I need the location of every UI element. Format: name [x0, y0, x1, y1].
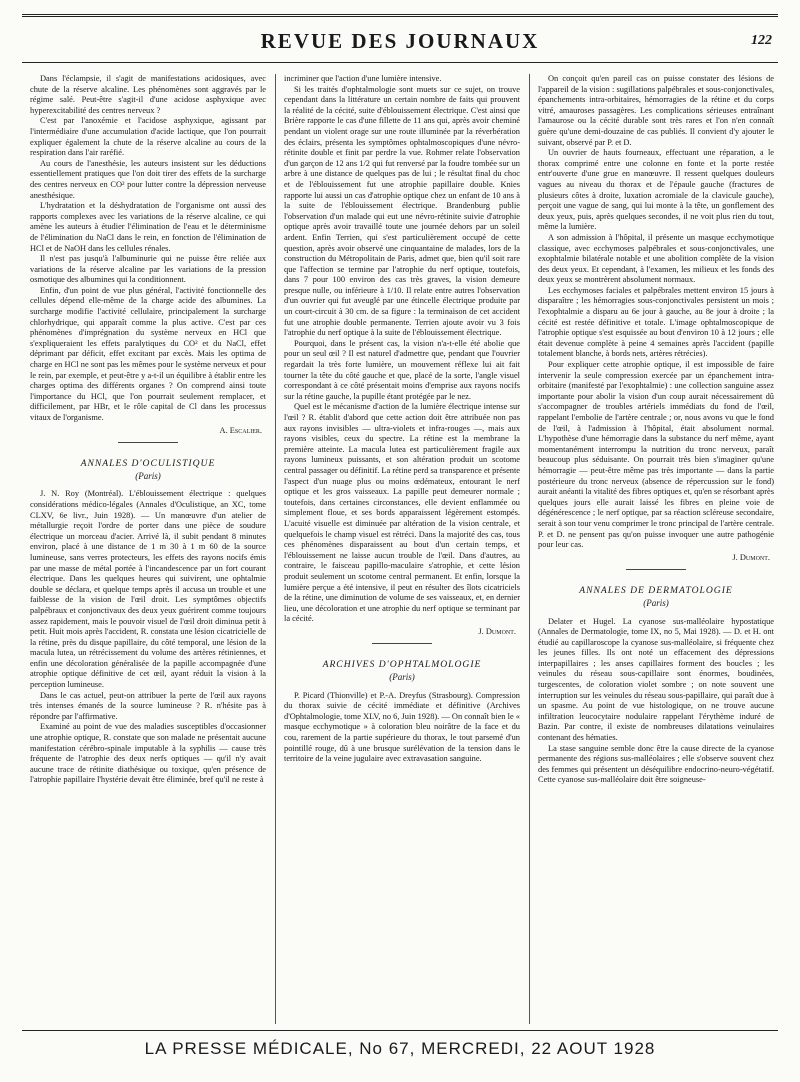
section-title: ARCHIVES D'OPHTALMOLOGIE: [322, 659, 482, 671]
paragraph: Si les traités d'ophtalmologie sont muets sur ce sujet, on trouve cependant dans la littérature un certain nombre de faits qui prouvent la réalité de la cécité, suite d'éblouissement électrique. C'est ainsi que Brière rapporte le cas d'une fillette de 11 ans qui, après avoir cheminé pendant un violent orage sur une route illuminée par la réverbération des éclairs, présenta les symptômes ophtalmoscopiques d'une névro-rétinite double et finit par perdre la vue. Rohmer relate l'observation d'un garçon de 12 ans 1/2 qui fut renversé par la foudre tombée sur un arbre à une distance de quelques pas de lui ; le résultat final du choc et de l'éblouissement fut une atrophie papillaire double. Knies rapporte lui aussi un cas d'atrophie optique chez un enfant de 10 ans à la suite de l'éblouissement électrique. Brandenburg publie l'observation d'un malade qui eut une névro-rétinite suivie d'atrophie optique après avoir travaillé toute une journée dehors par un soleil ardent. Enfin Terrien, qui s'est particulièrement occupé de cette question, après avoir observé une cinquantaine de malades, lors de la construction du Métropolitain de Paris, admet que, bien qu'il soit rare que l'affection se termine par l'atrophie du nerf optique, toutefois, dans 7 pour 100 environ des cas très graves, la vision demeure presque nulle, ou inférieure à 1/10. Il relate entre autres l'observation d'un ouvrier qui fut aveuglé par une étincelle électrique produite par un court-circuit à 30 cm. de sa figure : la terminaison de cet accident fut une atrophie double permanente. Terrien ajoute avoir vu 3 fois l'atrophie du nerf optique à la suite de l'éblouissement électrique.: [284, 84, 520, 338]
header-rule: [22, 62, 778, 63]
paragraph: Au cours de l'anesthésie, les auteurs insistent sur les déductions essentiellement pratiques que l'on doit tirer des effets de la surcharge des centres nerveux en CO² pour lutter contre la dépression nerveuse anesthésique.: [30, 158, 266, 200]
col1-paragraphs: [30, 74, 266, 424]
paragraph: A son admission à l'hôpital, il présente un masque ecchymotique classique, avec ecchymoses palpébrales et sous-conjonctivales, une exophtalmie bilatérale notable et une abolition complète de la vision des deux yeux. Et cependant, à l'examen, les milieux et les fonds des deux yeux se montrèrent absolument normaux.: [538, 232, 774, 285]
column-3: [538, 74, 774, 1024]
paragraph: Pour expliquer cette atrophie optique, il est impossible de faire intervenir la seule compression exercée par un épanchement intra-orbitaire (manifesté par l'exophtalmie) : une collection sanguine assez importante pour abolir la vision d'un coup aurait nécessairement dû s'accompagner de troubles artériels immédiats du fond de l'œil, rappelant l'embolie de l'artère centrale ; or, nous avons vu que le fond de l'œil, à l'admission à l'hôpital, était absolument normal. L'hypothèse d'une hémorragie dans la substance du nerf même, ayant momentanément interrompu la nutrition du tronc nerveux, paraît beaucoup plus séduisante. On pourrait très bien s'imaginer qu'une hémorragie — peut-être même pas très importante — dans la partie postérieure du tronc nerveux (absence de répercussion sur le fond) aurait anéanti la vitalité des fibres optiques et, qu'en se résorbant après quelques jours elle aurait laissé les fibres en pleine voie de dégénérescence ; le nerf optique, par sa réaction scléreuse secondaire, serait à son tour venu comprimer le tronc principal de l'artère centrale. P. et D. ne pensent pas qu'on puisse invoquer une autre pathogénie pour leur cas.: [538, 360, 774, 550]
paragraph: Examiné au point de vue des maladies susceptibles d'occasionner une atrophie optique, R. constate que son malade ne présentait aucune manifestation cérébro-spinale imputable à la syphilis — cause très fréquente de l'atrophie des deux nerfs optiques — qu'il n'y avait aucune trace de rétinite diathésique ou toxique, qu'en présence de l'atrophie papillaire l'hystérie devait être éliminée, bref qu'il ne reste à: [30, 722, 266, 785]
paragraph: J. N. Roy (Montréal). L'éblouissement électrique : quelques considérations médico-légales (Annales d'Oculistique, an XC, tome CLXV, 6e livr., Juin 1928). — Un manœuvre d'un atelier de métallurgie reçoit l'ordre de porter dans une pièce de soudure électrique un morceau d'acier. Arrivé là, il subit pendant 8 minutes environ, placé à une distance de 1 m 30 à 1 m 60 de la source lumineuse, sans verres protecteurs, les effets des rayons nocifs émis par une masse de métal portée à l'incandescence par un fort courant électrique. Dans les quelques heures qui suivirent, une ophtalmie double se déclara, et quelque temps après il accusa un trouble et une faiblesse de la vision de l'œil droit. Les symptômes objectifs palpébraux et conjonctivaux des deux yeux guérirent comme toujours assez rapidement, mais le pouvoir visuel de l'œil droit diminua petit à petit. Huit mois après l'accident, R. constata une lésion cicatricielle de la rétine, près du disque papillaire, du côté temporal, une lésion de la macula lutea, un rétrécissement du volume des artères rétiniennes, et enfin une décoloration généralisée de la papille accompagnée d'une atrophie optique définitive de cet œil, ayant réduit la vision à la perception lumineuse.: [30, 489, 266, 690]
page-footer: [22, 1030, 778, 1071]
separator: [118, 442, 178, 443]
paragraph: Delater et Hugel. La cyanose sus-malléolaire hypostatique (Annales de Dermatologie, tome IX, no 5, Mai 1928). — D. et H. ont étudié au capillaroscope la cyanose sus-malléolaire, si fréquente chez les jeunes filles. Ils ont noté un effacement des dépressions interpapillaires ; les anses capillaires forment des boucles ; les veinules du réseau sous-capillaire sont énormes, boudinées, turgescentes, de coloration violet sombre ; on note souvent une interruption sur les veinules du réseau sous-papillaire, qui paraît due à un spasme. Au point de vue histologique, on ne trouve aucune infiltration leucocytaire nodulaire rappelant l'érythème induré de Bazin. Par contre, il existe de nombreuses dilatations veinulaires contenant des hématies.: [538, 616, 774, 743]
paragraph: Il n'est pas jusqu'à l'albuminurie qui ne puisse être reliée aux variations de la réserve alcaline par les variations de la pression osmotique des albumines qui la conditionnent.: [30, 254, 266, 285]
section-city: (Paris): [135, 470, 161, 481]
signature: A. Escalier.: [219, 425, 262, 435]
section-city: (Paris): [389, 672, 415, 683]
column-divider: [275, 74, 276, 1024]
section-title: ANNALES DE DERMATOLOGIE: [579, 585, 733, 597]
column-divider: [529, 74, 530, 1024]
separator: [626, 569, 686, 570]
paragraph: P. Picard (Thionville) et P.-A. Dreyfus (Strasbourg). Compression du thorax suivie de cécité immédiate et définitive (Archives d'Ophtalmologie, tome XLV, no 6, Juin 1928). — On connaît bien le « masque ecchymotique » à coloration bleu noirâtre de la face et du cou, rarement de la partie supérieure du thorax, le tout parsemé d'un pointillé rouge, dû à une brusque surélévation de la tension dans le territoire de la veine jugulaire avec extravasation sanguine.: [284, 690, 520, 764]
paragraph: incriminer que l'action d'une lumière intensive.: [284, 74, 442, 83]
col2-paragraphs: [284, 74, 520, 625]
col1b-paragraphs: [30, 489, 266, 786]
section-title: ANNALES D'OCULISTIQUE: [80, 458, 216, 470]
col2b-paragraphs: [284, 691, 520, 765]
journal-title: REVUE DES JOURNAUX: [260, 29, 540, 53]
page-number: 122: [751, 33, 772, 48]
col3b-paragraphs: [538, 617, 774, 787]
paragraph: Un ouvrier de hauts fourneaux, effectuant une réparation, a le thorax comprimé entre une colonne en fonte et la porte restée entr'ouverte d'une grue en manœuvre. Il ressent quelques douleurs vagues au niveau du thorax et de l'épaule gauche (fractures de plusieurs côtes à droite, luxation acromiale de la clavicule gauche), perçoit une vague de sang, qui lui monte à la tête, un gonflement des deux yeux, puis, après quelques secondes, il ne voit plus rien du tout, même la lumière.: [538, 148, 774, 232]
paragraph: On conçoit qu'en pareil cas on puisse constater des lésions de l'appareil de la vision : sugillations palpébrales et sous-conjonctivales, épanchements intra-orbitaires, hémorragies de la rétine et du corps vitré, amauroses passagères. Les complications sérieuses entraînant l'amaurose ou la cécité durable sont très rares et l'on n'en connaît guère qu'une demi-douzaine de cas publiés. Il convient d'y ajouter le suivant, observé par P. et D.: [538, 74, 774, 147]
page-header: [22, 14, 778, 55]
section-city: (Paris): [643, 597, 669, 608]
paragraph: Dans le cas actuel, peut-on attribuer la perte de l'œil aux rayons très intenses émanés de la source lumineuse ? R. n'hésite pas à répondre par l'affirmative.: [30, 690, 266, 721]
signature: J. Dumont.: [478, 626, 516, 636]
paragraph: L'hydratation et la déshydratation de l'organisme ont aussi des rapports complexes avec les variations de la réserve alcaline, ce qui amène les auteurs à étudier l'élimination de l'eau et le déterminisme de l'élimination du NaCl dans le rein, en fonction de l'élimination de HCl et de NaOH dans les cellules rénales.: [30, 201, 266, 253]
paragraph: C'est par l'anoxémie et l'acidose asphyxique, agissant par l'intermédiaire d'une accumulation d'acide lactique, que l'on pourrait expliquer également la chute de la réserve alcaline au cours de la respiration dans l'air raréfié.: [30, 116, 266, 158]
column-1: [30, 74, 266, 1024]
col3-paragraphs: [538, 74, 774, 551]
column-2: [284, 74, 520, 1024]
footer-text: LA PRESSE MÉDICALE, No 67, MERCREDI, 22 AOUT 1928: [144, 1039, 656, 1058]
paragraph: Les ecchymoses faciales et palpébrales mettent environ 15 jours à disparaître ; les hémorragies sous-conjonctivales persistent un mois ; l'exophtalmie a disparu au 6e jour à gauche, au 8e jour à droite ; la cécité est restée définitive et totale. L'image ophtalmoscopique de l'atrophie optique s'est esquissée au bout d'environ 10 à 12 jours ; elle était devenue complète à peine 4 semaines après l'accident (papille totalement blanche, à bords nets, artères rétrécies).: [538, 285, 774, 359]
separator: [372, 643, 432, 644]
paragraph: Pourquoi, dans le présent cas, la vision n'a-t-elle été abolie que pour un seul œil ? Il est naturel d'admettre que, pendant que l'ouvrier regardait la très forte lumière, un mouvement réflexe lui ait fait tourner la tête du côté gauche et que, placé de la sorte, l'angle visuel correspondant à ce côté présentait moins d'emprise aux rayons nocifs sur la rétine gauche, la pupille étant protégée par le nez.: [284, 338, 520, 401]
paragraph: Enfin, d'un point de vue plus général, l'activité fonctionnelle des cellules dépend elle-même de la charge acide des albumines. La surcharge modifie l'activité cellulaire, principalement la surcharge chlorhydrique, qui apparaît comme la plus active. C'est par ces phénomènes d'imprégnation du système nerveux en HCl que s'expliqueraient les effets paralytiques du CO² et du NaCl, effet déprimant par déficit, effet excitant par excès. Mais les optima de charge en HCl ne sont pas les mêmes pour le système nerveux et pour le rein, par exemple, et peut-être y a-t-il un équilibre à établir entre les charges optima des différents organes ? On comprend ainsi toute l'importance du HCl, que l'on pourrait seulement remplacer, et difficilement, par HBr, et le rôle capital de Cl dans les processus vitaux de l'organisme.: [30, 285, 266, 422]
signature: J. Dumont.: [732, 552, 770, 562]
paragraph: Quel est le mécanisme d'action de la lumière électrique intense sur l'œil ? R. établit d'abord que cette action doit être attribuée non pas aux rayons invisibles — ultra-violets et infra-rouges —, mais aux rayons visibles, ceux du spectre. La rétine est la membrane la première atteinte. La macula lutea est particulièrement fragile aux rayons lumineux puissants, et son altération produit un scotome central passager ou définitif. La rétine perd sa transparence et présente l'aspect d'un nuage plus ou moins œdémateux, entourant le nerf optique et les gros vaisseaux. La papille peut demeurer normale ; toutefois, dans certaines circonstances, elle devient enflammée ou simplement floue, et ses bords apparaissent légèrement estompés. L'acuité visuelle est diminuée par altération de la vision centrale, et quelquefois le champ visuel est rétréci. Dans la majorité des cas, tous ces phénomènes disparaissent au bout d'un certain temps, et l'éblouissement ne laisse aucun trouble de l'œil. Dans d'autres, au contraire, le faisceau papillo-maculaire s'atrophie, et cette lésion produit seulement un scotome central permanent. Et enfin, lorsque la lumière perçue a été intensive, il peut en résulter des îlots cicatriciels de la rétine, une diminution de volume de ses vaisseaux, et, en dernier lieu, une décoloration et une atrophie du nerf optique se terminant par la cécité.: [284, 402, 520, 624]
paragraph: Dans l'éclampsie, il s'agit de manifestations acidosiques, avec chute de la réserve alcaline. Les phénomènes sont aggravés par le régime salé. Peut-être s'agit-il d'une acidose asphyxique avec hyperexcitabilité des centres nerveux ?: [30, 74, 266, 115]
article-columns: [30, 74, 774, 1024]
paragraph: La stase sanguine semble donc être la cause directe de la cyanose permanente des régions sus-malléolaires ; elle s'observe souvent chez des femmes qui présentent un déséquilibre endocrino-neuro-végétatif. Cette cyanose sus-malléolaire doit être soigneuse-: [538, 743, 774, 785]
